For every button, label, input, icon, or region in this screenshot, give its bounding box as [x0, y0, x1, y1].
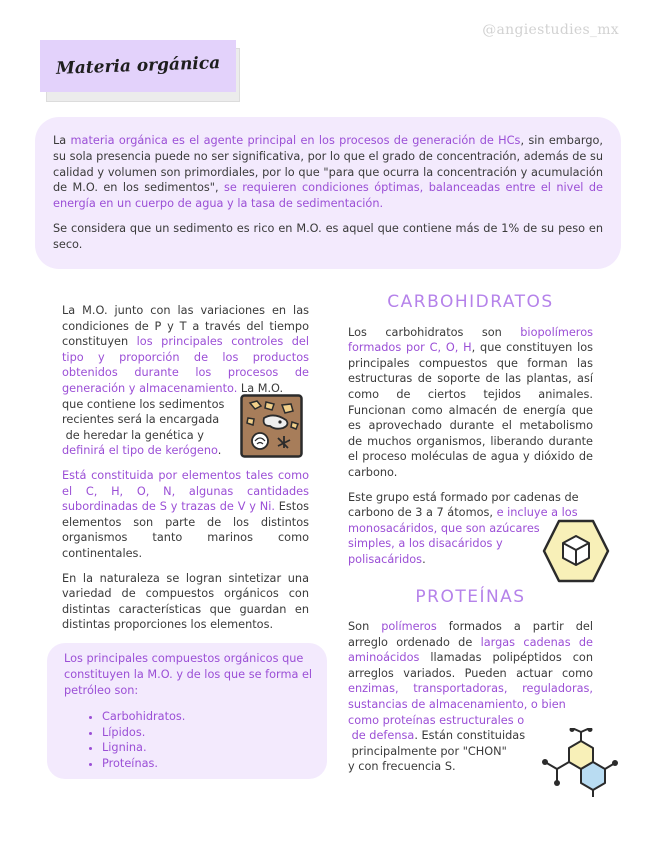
page-title: Materia orgánica: [55, 53, 221, 79]
body-text: carbono de 3 a 7 átomos,: [348, 506, 497, 520]
title-card: [40, 40, 245, 100]
highlight-text: biopolímeros formados por C, O, H: [348, 325, 593, 355]
hexagon-cube-icon: [542, 519, 610, 583]
wrap-line-2: recientes será la encargada: [62, 413, 220, 427]
body-text: Son: [348, 620, 382, 634]
left-paragraph-1: [62, 303, 309, 397]
highlight-text: de defensa: [348, 729, 415, 743]
wrap-line-3: de heredar la genética y: [62, 428, 204, 442]
wrap-line-4-end: .: [217, 444, 222, 458]
highlight-text: polisacáridos: [348, 552, 423, 566]
left-paragraph-3: En la naturaleza se logran sintetizar una variedad de compuestos orgánicos con distintas características que guardan en distintas proporciones los elementos.: [62, 571, 309, 632]
body-text: formados a partir del arreglo ordenado de: [348, 620, 593, 649]
highlight-text: polímeros: [381, 620, 437, 634]
highlight-text: e incluye a los: [496, 506, 578, 520]
body-text: . Están constituidas: [414, 729, 526, 743]
proteinas-paragraph-1: [348, 619, 593, 713]
highlight-text: como proteínas estructurales o: [348, 713, 525, 727]
body-text: llamadas polipéptidos con arreglos variados. Pueden actuar como: [348, 651, 593, 680]
list-item: • Lignina.: [102, 740, 313, 756]
highlight-text: Está constituida por elementos tales como el C, H, O, N, algunas cantidades subordinadas de S y trazas de V y Ni.: [62, 468, 309, 514]
body-text: La M.O.: [237, 381, 284, 395]
body-text: Este grupo está formado por cadenas de: [348, 490, 579, 504]
highlight-text: los principales controles del tipo y proporción de los productos obtenidos durante los procesos de generación y almacenamiento.: [62, 335, 310, 395]
compounds-callout: [47, 643, 327, 779]
body-text: Estos elementos son parte de los distintos organismos tanto marinos como continentales.: [62, 500, 309, 560]
body-text: .: [422, 552, 426, 566]
wrap-line-1: que contiene los sedimentos: [62, 397, 225, 411]
list-item: • Carbohidratos.: [102, 709, 313, 725]
body-text: La M.O. junto con las variaciones en las condiciones de P y T a través del tiempo constituyen: [62, 304, 309, 349]
callout-text: Los principales compuestos orgánicos que constituyen la M.O. y de los que se forma el petróleo son:: [64, 652, 313, 697]
highlight-text: enzimas, transportadoras, reguladoras, sustancias de almacenamiento, o bien: [348, 682, 593, 712]
list-item: • Proteínas.: [102, 756, 313, 772]
body-text: , que constituyen los principales compuestos que forman las estructuras de soporte de las plantas, así como de ciertos tejidos animales. Funcionan como almacén de energía que es aprovechado durante el metabolismo de muchos organismos, liberando durante el proceso moléculas de agua y dióxido de carbono.: [348, 341, 594, 479]
watermark: @angiestudies_mx: [482, 22, 619, 38]
body-text: y con frecuencia S.: [348, 760, 456, 774]
left-paragraph-2: [62, 468, 309, 562]
proteinas-heading: PROTEÍNAS: [415, 586, 526, 607]
wrap-line-4: definirá el tipo de kerógeno: [62, 444, 218, 458]
body-text: Los carbohidratos son: [348, 325, 521, 339]
intro-paragraph-1: [53, 133, 603, 212]
body-text: La: [53, 134, 71, 147]
highlight-text: se requieren condiciones óptimas, balanceadas entre el nivel de energía en un cuerpo de agua y la tasa de sedimentación.: [53, 181, 603, 211]
body-text: principalmente por "CHON": [348, 744, 507, 758]
intro-panel: [35, 117, 621, 269]
highlight-text: largas cadenas de aminoácidos: [348, 635, 593, 665]
highlight-text: materia orgánica es el agente principal en los procesos de generación de HCs: [70, 134, 521, 147]
title-box: [40, 40, 236, 92]
molecule-icon: [527, 728, 619, 798]
compounds-list: [64, 709, 313, 771]
highlight-text: monosacáridos, que son azúcares: [348, 521, 540, 535]
highlight-text: simples, a los disacáridos y: [348, 537, 503, 551]
left-column: [62, 303, 309, 642]
body-text: , sin embargo, su sola presencia puede no ser significativa, por lo que el grado de concentración, además de su calidad y volumen son primordiales, por lo que "para que ocurra la concentración y acumulación de M.O. en los sedimentos",: [53, 134, 603, 195]
carbohidratos-heading: CARBOHIDRATOS: [387, 292, 554, 312]
intro-paragraph-2: Se considera que un sedimento es rico en M.O. es aquel que contiene más de 1% de su peso en seco.: [53, 221, 603, 251]
list-item: • Lípidos.: [102, 725, 313, 741]
carbohidratos-paragraph-1: [348, 325, 593, 481]
fossil-icon: [240, 394, 303, 458]
